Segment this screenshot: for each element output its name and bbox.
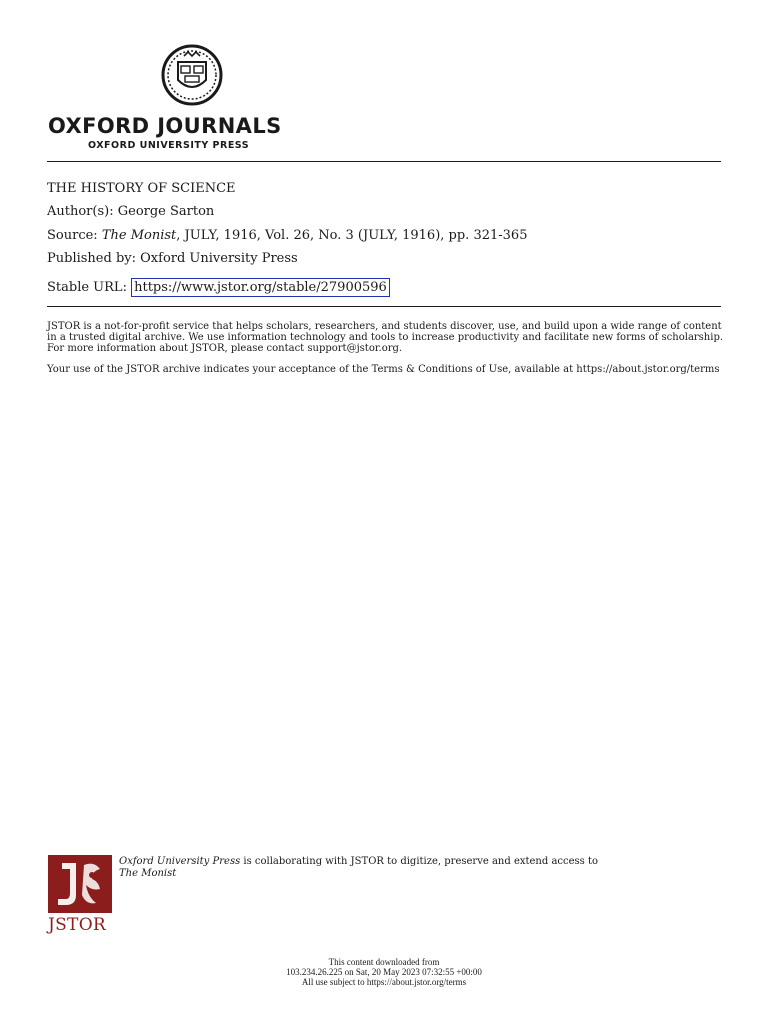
source-details: , JULY, 1916, Vol. 26, No. 3 (JULY, 1916), pp. 321-365 [176,228,528,243]
author-label: Author(s): [47,204,114,219]
collaboration-text: is collaborating with JSTOR to digitize, preserve and extend access to [240,856,599,867]
publisher-name: OXFORD JOURNALS [48,114,282,138]
source-label: Source: [47,228,98,243]
author-name: George Sarton [117,204,215,219]
terms-notice-paragraph: Your use of the JSTOR archive indicates your acceptance of the Terms & Conditions of Use, available at https://about.jstor.org/terms [47,364,720,375]
published-label: Published by: [47,251,136,266]
source-line [47,228,527,244]
collaboration-journal: The Monist [119,868,177,879]
footer-line-1: This content downloaded from [328,957,440,967]
jstor-emblem-icon [48,855,112,913]
jstor-logo [48,855,114,935]
collaboration-statement [119,856,598,880]
stable-url-link[interactable]: https://www.jstor.org/stable/27900596 [131,278,390,297]
article-title: THE HISTORY OF SCIENCE [47,181,236,196]
download-footer [184,957,584,987]
oxford-journals-logo [48,42,348,154]
footer-line-3: All use subject to https://about.jstor.org/terms [301,977,467,987]
published-by-line [47,251,298,267]
publisher-subtitle: OXFORD UNIVERSITY PRESS [88,140,250,151]
footer-line-2: 103.234.26.225 on Sat, 20 May 2023 07:32:55 +00:00 [286,967,482,977]
oxford-crest-icon [160,42,224,108]
jstor-notice-paragraph: JSTOR is a not-for-profit service that helps scholars, researchers, and students discover, use, and build upon a wide range of content in a trusted digital archive. We use information technology and tools to increase productivity and facilitate new forms of scholarship. For more information about JSTOR, please contact support@jstor.org. [47,321,724,354]
section-divider [47,306,721,307]
author-line [47,204,214,220]
stable-url-line [47,278,390,297]
stable-url-label: Stable URL: [47,280,127,295]
header-divider [47,161,721,162]
journal-name: The Monist [101,228,177,243]
partner-name: Oxford University Press [119,856,241,867]
jstor-wordmark: JSTOR [48,915,107,935]
publisher-text: Oxford University Press [140,251,298,266]
